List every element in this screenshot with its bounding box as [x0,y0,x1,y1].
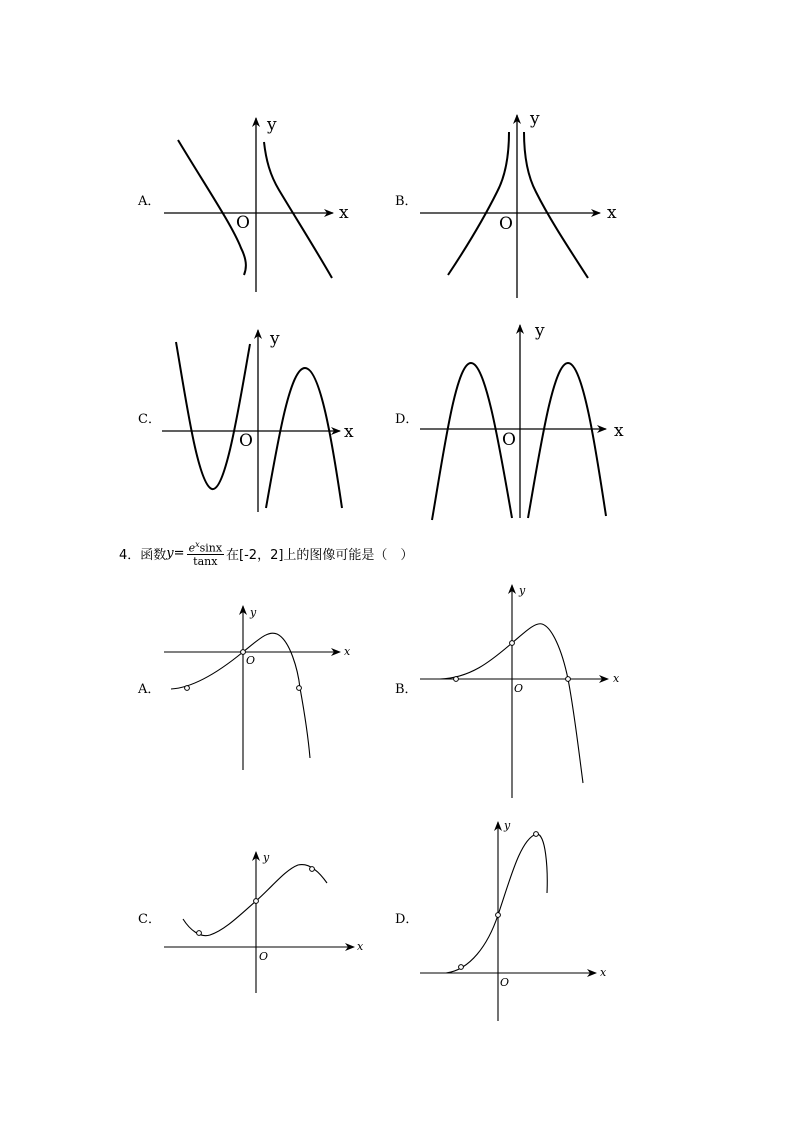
hollow-point [254,899,259,904]
curve-right [264,142,332,278]
numerator-base: e [188,541,196,555]
p3-graph-c [162,330,342,512]
p4-c-label: C． [138,912,161,927]
question-suffix: 在[-2，2]上的图像可能是（ ） [226,547,414,563]
p4-graph-d [420,822,596,1021]
p3-d-y-label: y [535,321,545,341]
p3-c-x-label: x [344,422,354,442]
p3-d-origin: O [502,430,516,450]
hollow-point [454,677,459,682]
p3-a-y-label: y [267,115,277,135]
p4-graph-c [164,852,354,993]
fraction-numerator [187,538,224,556]
p4-a-x-label: x [344,645,351,658]
p4-c-y-label: y [263,851,270,864]
hollow-point [496,913,501,918]
p4-a-label: A． [138,682,161,697]
p3-b-label: B． [395,194,418,209]
p4-c-x-label: x [357,940,364,953]
hollow-point [566,677,571,682]
hollow-point [534,832,539,837]
p4-c-origin: O [259,950,269,963]
question-number: 4． [119,547,141,563]
p3-a-origin: O [236,213,250,233]
p4-d-origin: O [500,976,510,989]
p3-graph-d [420,325,606,520]
hollow-point [459,965,464,970]
curve-right [524,132,588,278]
p4-b-y-label: y [519,584,526,597]
p3-d-label: D． [395,412,419,427]
hollow-point [197,931,202,936]
p4-b-origin: O [514,682,524,695]
curve-left [448,132,509,275]
p4-d-y-label: y [504,819,511,832]
curve-right [528,363,606,518]
question-prefix: 函数 [140,547,167,563]
curve-left [432,363,512,520]
p3-c-label: C． [138,412,161,427]
p3-a-x-label: x [339,203,349,223]
p4-d-x-label: x [600,966,607,979]
p3-graph-a [164,118,333,292]
numerator-sin: sinx [199,541,223,555]
curve [446,834,547,973]
p4-a-y-label: y [250,606,257,619]
curve-right [266,368,342,508]
p4-b-label: B． [395,682,418,697]
p3-c-origin: O [239,431,253,451]
p3-c-y-label: y [270,329,280,349]
p4-graph-a [164,606,340,770]
function-variable: y [166,545,174,561]
curve-left [178,140,246,275]
curve-left [176,342,250,489]
p3-graph-b [420,115,600,298]
p4-d-label: D． [395,912,419,927]
equals-sign: = [173,545,185,561]
hollow-point [297,686,302,691]
function-fraction [187,538,224,569]
p3-b-origin: O [499,214,513,234]
p3-b-y-label: y [530,109,540,129]
numerator-exponent: x [195,539,200,549]
hollow-point [185,686,190,691]
hollow-point [241,650,246,655]
p3-a-label: A． [138,194,161,209]
p3-b-x-label: x [607,203,617,223]
hollow-point [510,641,515,646]
fraction-denominator: tanx [193,555,218,569]
p4-a-origin: O [246,654,256,667]
p3-d-x-label: x [614,421,624,441]
question-4-stem [119,536,413,570]
hollow-point [310,867,315,872]
p4-b-x-label: x [613,672,620,685]
